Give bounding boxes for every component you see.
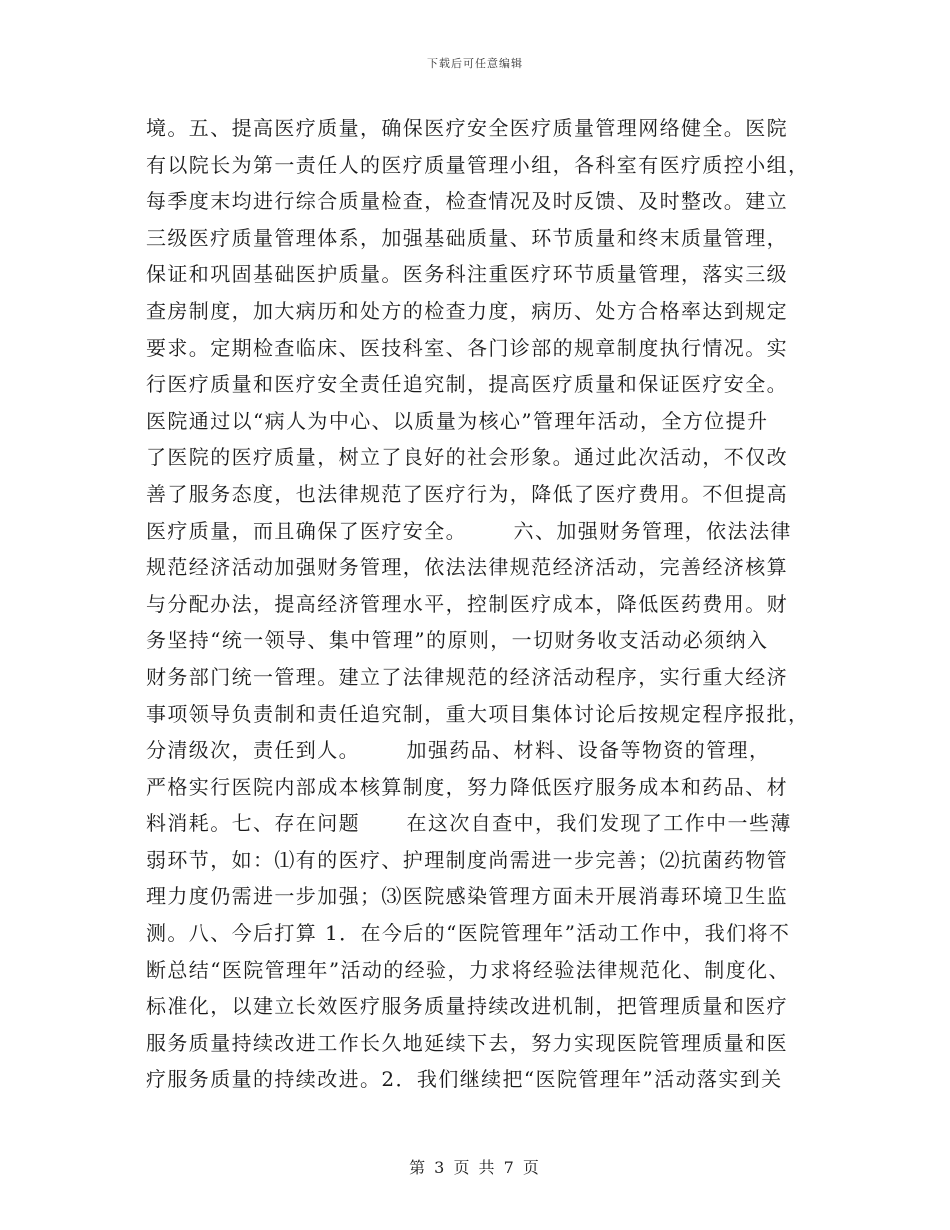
text-line: 断总结“医院管理年”活动的经验，力求将经验法律规范化、制度化、 <box>146 957 790 982</box>
text-line: 测。八、今后打算 1．在今后的“医院管理年”活动工作中，我们将不 <box>146 921 791 946</box>
text-line: 疗服务质量的持续改进。2．我们继续把“医院管理年”活动落实到关 <box>146 1067 783 1092</box>
page-number-footer: 第 3 页 共 7 页 <box>409 1158 541 1177</box>
text-line: 有以院长为第一责任人的医疗质量管理小组，各科室有医疗质控小组， <box>146 152 810 177</box>
text-line: 标准化，以建立长效医疗服务质量持续改进机制，把管理质量和医疗 <box>146 994 788 1019</box>
text-line: 服务质量持续改进工作长久地延续下去，努力实现医院管理质量和医 <box>146 1030 788 1055</box>
text-line: 善了服务态度，也法律规范了医疗行为，降低了医疗费用。不但提高 <box>146 481 788 506</box>
text-line: 境。五、提高医疗质量，确保医疗安全医疗质量管理网络健全。医院 <box>146 116 788 140</box>
text-line: 每季度末均进行综合质量检查，检查情况及时反馈、及时整改。建立 <box>146 189 788 214</box>
text-line: 严格实行医院内部成本核算制度，努力降低医疗服务成本和药品、材 <box>146 774 788 799</box>
text-line: 与分配办法，提高经济管理水平，控制医疗成本，降低医药费用。财 <box>146 591 788 616</box>
text-line: 行医疗质量和医疗安全责任追究制，提高医疗质量和保证医疗安全。 <box>146 372 788 397</box>
text-line: 分清级次，责任到人。 加强药品、材料、设备等物资的管理， <box>146 738 771 763</box>
text-line: 料消耗。七、存在问题 在这次自查中，我们发现了工作中一些薄 <box>146 811 792 836</box>
text-line: 财务部门统一管理。建立了法律规范的经济活动程序，实行重大经济 <box>146 664 788 689</box>
text-line: 事项领导负责制和责任追究制，重大项目集体讨论后按规定程序报批， <box>146 701 810 726</box>
text-line: 了医院的医疗质量，树立了良好的社会形象。通过此次活动，不仅改 <box>146 445 788 470</box>
body-text <box>146 110 816 1098</box>
text-line: 医疗质量，而且确保了医疗安全。 六、加强财务管理，依法法律 <box>146 518 792 543</box>
text-line: 医院通过以“病人为中心、以质量为核心”管理年活动，全方位提升 <box>146 408 769 433</box>
text-line: 务坚持“统一领导、集中管理”的原则，一切财务收支活动必须纳入 <box>146 628 769 653</box>
text-line: 查房制度，加大病历和处方的检查力度，病历、处方合格率达到规定 <box>146 298 788 323</box>
text-line: 理力度仍需进一步加强；⑶医院感染管理方面未开展消毒环境卫生监 <box>146 884 788 909</box>
text-line: 保证和巩固基础医护质量。医务科注重医疗环节质量管理，落实三级 <box>146 262 788 287</box>
text-line: 三级医疗质量管理体系，加强基础质量、环节质量和终末质量管理， <box>146 225 788 250</box>
text-line: 要求。定期检查临床、医技科室、各门诊部的规章制度执行情况。实 <box>146 335 788 360</box>
text-line: 弱环节，如：⑴有的医疗、护理制度尚需进一步完善；⑵抗菌药物管 <box>146 847 788 872</box>
text-line: 规范经济活动加强财务管理，依法法律规范经济活动，完善经济核算 <box>146 555 788 580</box>
header-note: 下载后可任意编辑 <box>427 57 523 70</box>
